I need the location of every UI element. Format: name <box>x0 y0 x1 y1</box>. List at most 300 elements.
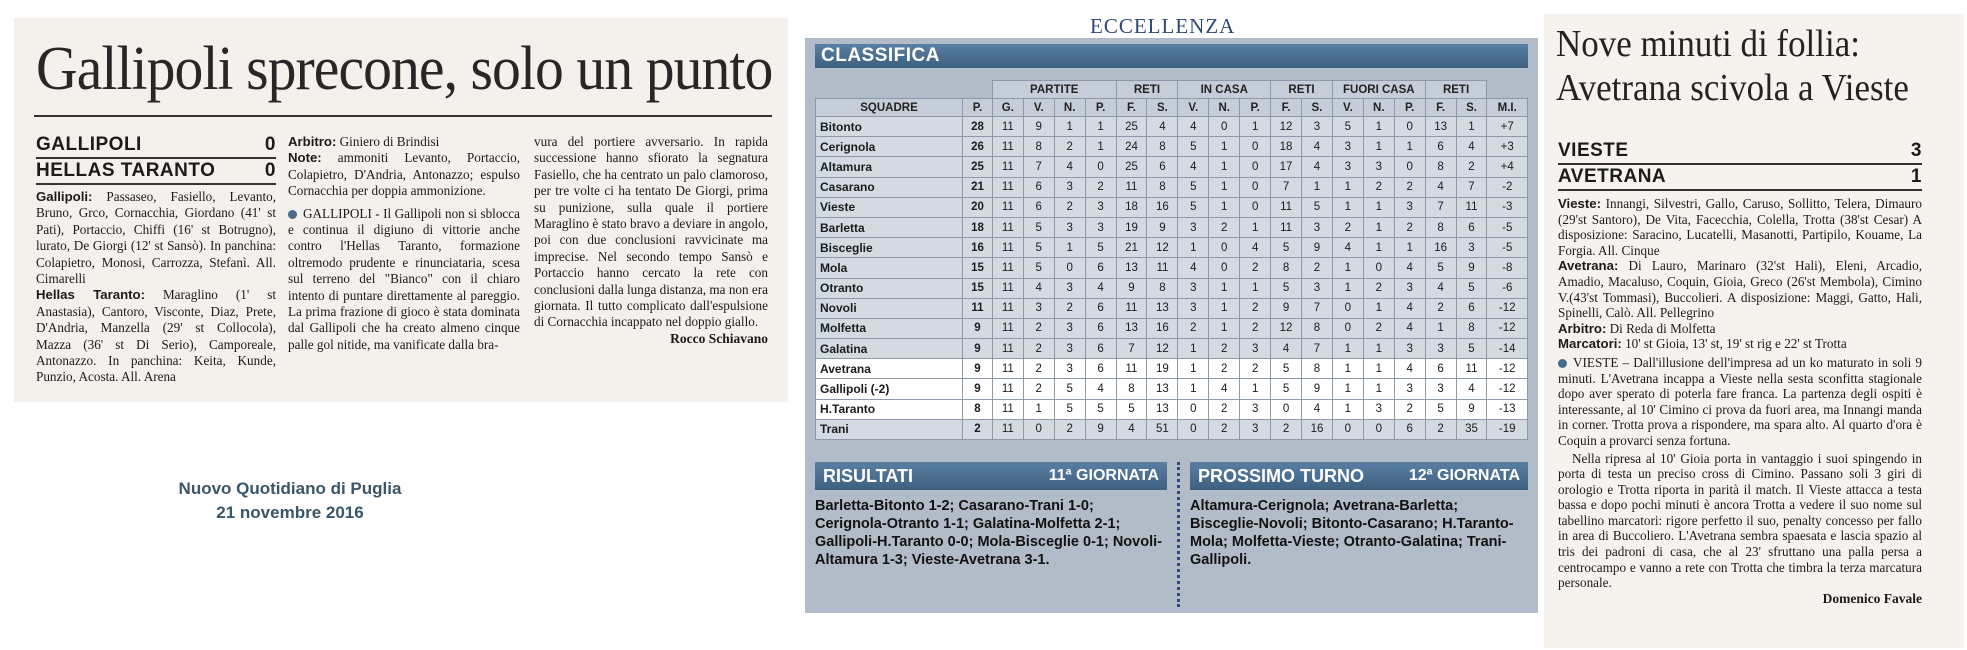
stat-cell: 1 <box>1178 359 1209 379</box>
group-header: FUORI CASA <box>1332 81 1425 99</box>
stat-cell: 3 <box>1363 157 1394 177</box>
stat-cell: 9 <box>1456 399 1487 419</box>
bullet-icon <box>1558 359 1567 368</box>
stat-cell: 1 <box>1363 238 1394 258</box>
right-home-team-name: VIESTE <box>1558 140 1629 161</box>
stat-cell: 11 <box>992 419 1023 439</box>
stat-cell: 17 <box>1271 157 1302 177</box>
home-team-name: GALLIPOLI <box>36 134 142 155</box>
column-header: S. <box>1456 99 1487 117</box>
stat-cell: 3 <box>1456 238 1487 258</box>
team-name-cell: Barletta <box>816 217 963 237</box>
column-header: S. <box>1302 99 1333 117</box>
stat-cell: 11 <box>992 318 1023 338</box>
stat-cell: 1 <box>1332 359 1363 379</box>
stat-cell: 3 <box>1394 339 1425 359</box>
results-header <box>815 462 1167 490</box>
stat-cell: 2 <box>1209 419 1240 439</box>
right-away-team-score: 1 <box>1910 166 1922 187</box>
stat-cell: 2 <box>1209 217 1240 237</box>
stat-cell: 5 <box>1425 258 1456 278</box>
stat-cell: 2 <box>1054 137 1085 157</box>
team-name-cell: Vieste <box>816 197 963 217</box>
group-header: RETI <box>1271 81 1333 99</box>
table-row <box>816 339 1528 359</box>
stat-cell: 16 <box>963 238 993 258</box>
stat-cell: 1 <box>1363 339 1394 359</box>
stat-cell: 8 <box>1425 157 1456 177</box>
notes-label: Note: <box>288 150 322 166</box>
classifica-header: CLASSIFICA <box>815 44 1528 68</box>
stat-cell: 2 <box>1209 399 1240 419</box>
column-header: P. <box>1394 99 1425 117</box>
stat-cell: -6 <box>1487 278 1528 298</box>
team-name-cell: Bisceglie <box>816 238 963 258</box>
right-scorers-text: 10' st Gioia, 13' st, 19' st rig e 22' st Trotta <box>1625 336 1847 352</box>
stat-cell: 1 <box>1332 197 1363 217</box>
stat-cell: 0 <box>1394 117 1425 137</box>
team-name-cell: Casarano <box>816 177 963 197</box>
stat-cell: 11 <box>992 399 1023 419</box>
stat-cell: 51 <box>1147 419 1178 439</box>
score-divider <box>36 157 276 159</box>
right-referee-line <box>1558 321 1922 337</box>
stat-cell: 11 <box>1456 359 1487 379</box>
dotted-divider <box>1177 462 1180 607</box>
stat-cell: 2 <box>1054 419 1085 439</box>
stat-cell: -19 <box>1487 419 1528 439</box>
stat-cell: 1 <box>1240 217 1271 237</box>
stat-cell: 13 <box>1425 117 1456 137</box>
column-header: P. <box>1240 99 1271 117</box>
stat-cell: 3 <box>1302 278 1333 298</box>
stat-cell: 4 <box>1116 419 1147 439</box>
column-header: S. <box>1147 99 1178 117</box>
next-round-header <box>1190 462 1528 490</box>
stat-cell: 0 <box>1363 419 1394 439</box>
home-team-score: 0 <box>264 134 276 155</box>
stat-cell: -14 <box>1487 339 1528 359</box>
stat-cell: 0 <box>1240 157 1271 177</box>
stat-cell: 5 <box>1085 238 1116 258</box>
column-header: M.I. <box>1487 99 1528 117</box>
group-header-blank <box>1487 81 1528 99</box>
right-author: Domenico Favale <box>1822 590 1922 606</box>
right-away-lineup-label: Avetrana: <box>1558 258 1619 274</box>
stat-cell: -2 <box>1487 177 1528 197</box>
stat-cell: 4 <box>1271 339 1302 359</box>
team-name-cell: Molfetta <box>816 318 963 338</box>
stat-cell: 0 <box>1209 258 1240 278</box>
table-row <box>816 359 1528 379</box>
stat-cell: 2 <box>1240 318 1271 338</box>
column-header: V. <box>1332 99 1363 117</box>
stat-cell: 2 <box>1054 197 1085 217</box>
table-row <box>816 379 1528 399</box>
stat-cell: 4 <box>1302 137 1333 157</box>
stat-cell: 1 <box>1394 238 1425 258</box>
stat-cell: 3 <box>1240 419 1271 439</box>
column-header: N. <box>1054 99 1085 117</box>
stat-cell: 26 <box>963 137 993 157</box>
stat-cell: 5 <box>1332 117 1363 137</box>
stat-cell: 0 <box>1394 157 1425 177</box>
stat-cell: 9 <box>1302 238 1333 258</box>
stat-cell: 1 <box>1240 117 1271 137</box>
stat-cell: 1 <box>1085 117 1116 137</box>
stat-cell: 16 <box>1147 197 1178 217</box>
away-team-row <box>36 160 276 182</box>
stat-cell: 3 <box>1178 217 1209 237</box>
column-header: SQUADRE <box>816 99 963 117</box>
home-team-row <box>36 134 276 156</box>
group-header: PARTITE <box>992 81 1116 99</box>
stat-cell: +3 <box>1487 137 1528 157</box>
right-body-paragraph-2: Nella ripresa al 10' Gioia porta in vantaggio i suoi spingendo in porta di testa un preciso cross di Cimino. Passano soli 3 giri di orologio e Trotta riporta in parità il match. Il Vieste attacca a testa bassa e dopo pochi minuti è ancora Trotta a vedere il suo nome sul tabellino marcatori: rigore perfetto il suo, penalty concesso per fallo in area di Buccoliero. L'Avetrana sembra spaesata e lascia spazio al tris dei padroni di casa, che al 23' sfruttano una palla persa a centrocampo e vanno a rete con Trotta che timbra la terza marcatura personale. <box>1558 450 1922 591</box>
stat-cell: 0 <box>1209 238 1240 258</box>
stat-cell: 3 <box>1425 379 1456 399</box>
stat-cell: 4 <box>1302 399 1333 419</box>
column-header: P. <box>963 99 993 117</box>
stat-cell: 0 <box>1178 419 1209 439</box>
next-round-title: PROSSIMO TURNO <box>1198 466 1365 486</box>
stat-cell: 11 <box>992 117 1023 137</box>
stat-cell: 3 <box>1085 197 1116 217</box>
right-article <box>1544 14 1964 648</box>
stat-cell: 4 <box>1456 137 1487 157</box>
table-row <box>816 399 1528 419</box>
source-caption <box>140 477 440 525</box>
stat-cell: 5 <box>1302 197 1333 217</box>
stat-cell: 0 <box>1240 197 1271 217</box>
column-header: F. <box>1271 99 1302 117</box>
stat-cell: 8 <box>1425 217 1456 237</box>
stat-cell: 11 <box>992 217 1023 237</box>
right-home-lineup-label: Vieste: <box>1558 196 1602 211</box>
stat-cell: 1 <box>1363 217 1394 237</box>
section-title: ECCELLENZA <box>1090 14 1236 38</box>
stat-cell: 21 <box>1116 238 1147 258</box>
stat-cell: 11 <box>992 379 1023 399</box>
stat-cell: 3 <box>1054 339 1085 359</box>
stat-cell: 7 <box>1456 177 1487 197</box>
team-name-cell: H.Taranto <box>816 399 963 419</box>
stat-cell: 21 <box>963 177 993 197</box>
stat-cell: 8 <box>963 399 993 419</box>
stat-cell: 5 <box>1054 379 1085 399</box>
stat-cell: 4 <box>1302 157 1333 177</box>
stat-cell: 1 <box>1023 399 1054 419</box>
stat-cell: 8 <box>1147 278 1178 298</box>
table-row <box>816 117 1528 137</box>
table-row <box>816 137 1528 157</box>
stat-cell: 11 <box>1147 258 1178 278</box>
stat-cell: 0 <box>1054 258 1085 278</box>
stat-cell: 2 <box>1425 419 1456 439</box>
stat-cell: 4 <box>1209 379 1240 399</box>
stat-cell: 3 <box>1240 339 1271 359</box>
stat-cell: 6 <box>1456 217 1487 237</box>
team-name-cell: Trani <box>816 419 963 439</box>
stat-cell: 1 <box>1178 379 1209 399</box>
table-row <box>816 197 1528 217</box>
stat-cell: 2 <box>963 419 993 439</box>
right-headline-line-2: Avetrana scivola a Vieste <box>1556 67 1909 109</box>
group-header: IN CASA <box>1178 81 1271 99</box>
stat-cell: 0 <box>1240 137 1271 157</box>
stat-cell: 1 <box>1054 238 1085 258</box>
stat-cell: 3 <box>1332 157 1363 177</box>
stat-cell: -12 <box>1487 298 1528 318</box>
stat-cell: 1 <box>1209 278 1240 298</box>
stat-cell: 2 <box>1054 298 1085 318</box>
stat-cell: 4 <box>1240 238 1271 258</box>
stat-cell: -13 <box>1487 399 1528 419</box>
stat-cell: 1 <box>1209 137 1240 157</box>
stat-cell: 2 <box>1240 359 1271 379</box>
team-name-cell: Avetrana <box>816 359 963 379</box>
column-header: V. <box>1023 99 1054 117</box>
stat-cell: 3 <box>1054 278 1085 298</box>
team-name-cell: Gallipoli (-2) <box>816 379 963 399</box>
next-round-text: Altamura-Cerignola; Avetrana-Barletta; Bisceglie-Novoli; Bitonto-Casarano; H.Taranto-Mola; Molfetta-Vieste; Otranto-Galatina; Trani-Gallipoli. <box>1190 498 1514 568</box>
team-name-cell: Galatina <box>816 339 963 359</box>
stat-cell: 8 <box>1116 379 1147 399</box>
stat-cell: 0 <box>1332 419 1363 439</box>
stat-cell: -3 <box>1487 197 1528 217</box>
notes-line <box>288 150 520 199</box>
stat-cell: 4 <box>1425 177 1456 197</box>
stat-cell: 6 <box>1085 318 1116 338</box>
stat-cell: 1 <box>1240 379 1271 399</box>
stat-cell: 2 <box>1023 359 1054 379</box>
stat-cell: 2 <box>1394 399 1425 419</box>
away-lineup-label: Hellas Taranto: <box>36 287 145 303</box>
stat-cell: 0 <box>1240 177 1271 197</box>
stat-cell: 18 <box>1116 197 1147 217</box>
stat-cell: 11 <box>1116 298 1147 318</box>
stat-cell: 3 <box>1178 298 1209 318</box>
stat-cell: 12 <box>1271 117 1302 137</box>
stat-cell: -12 <box>1487 318 1528 338</box>
team-name-cell: Novoli <box>816 298 963 318</box>
right-away-lineup-text: Di Lauro, Marinaro (32'st Hali), Eleni, Arcadio, Amadio, Macaluso, Coquin, Gioia, Greco (26'st Membola), Cimino V.(43'st Tommasi), Buccolieri. A disposizione: Maggi, Gatto, Hali, Spinelli, Calò. All. Pellegrino <box>1558 258 1922 321</box>
right-home-team-row <box>1558 140 1922 162</box>
home-lineup-label: Gallipoli: <box>36 189 93 204</box>
table-row <box>816 258 1528 278</box>
stat-cell: 4 <box>1023 278 1054 298</box>
stat-cell: 4 <box>1178 258 1209 278</box>
stat-cell: 1 <box>1054 117 1085 137</box>
table-row <box>816 278 1528 298</box>
stat-cell: 12 <box>1147 238 1178 258</box>
results-text: Barletta-Bitonto 1-2; Casarano-Trani 1-0; Cerignola-Otranto 1-1; Galatina-Molfetta 2-1; Gallipoli-H.Taranto 0-0; Mola-Bisceglie 0-1; Novoli-Altamura 1-3; Vieste-Avetrana 3-1. <box>815 498 1162 568</box>
stat-cell: 11 <box>992 359 1023 379</box>
stat-cell: 3 <box>1054 217 1085 237</box>
stat-cell: 2 <box>1363 278 1394 298</box>
stat-cell: 8 <box>1147 137 1178 157</box>
stat-cell: 11 <box>992 278 1023 298</box>
stat-cell: 25 <box>1116 157 1147 177</box>
stat-cell: 13 <box>1147 379 1178 399</box>
left-column-3 <box>534 134 768 347</box>
stat-cell: 1 <box>1332 399 1363 419</box>
stat-cell: 20 <box>963 197 993 217</box>
stat-cell: 6 <box>1085 359 1116 379</box>
referee-label: Arbitro: <box>288 134 337 149</box>
right-scorers-label: Marcatori: <box>1558 336 1622 352</box>
stat-cell: 6 <box>1085 298 1116 318</box>
stat-cell: 11 <box>992 197 1023 217</box>
stat-cell: 25 <box>1116 117 1147 137</box>
stat-cell: 6 <box>1147 157 1178 177</box>
stat-cell: 3 <box>1425 339 1456 359</box>
table-row <box>816 419 1528 439</box>
column-header: F. <box>1116 99 1147 117</box>
stat-cell: 2 <box>1240 258 1271 278</box>
team-name-cell: Mola <box>816 258 963 278</box>
column-header: N. <box>1363 99 1394 117</box>
stat-cell: +7 <box>1487 117 1528 137</box>
stat-cell: 6 <box>1023 197 1054 217</box>
stat-cell: 8 <box>1302 318 1333 338</box>
stat-cell: 5 <box>1023 238 1054 258</box>
away-team-score: 0 <box>264 160 276 181</box>
team-name-cell: Bitonto <box>816 117 963 137</box>
stat-cell: 0 <box>1332 318 1363 338</box>
stat-cell: 5 <box>1271 278 1302 298</box>
right-referee-name: Di Reda di Molfetta <box>1609 320 1716 336</box>
referee-name: Giniero di Brindisi <box>339 134 440 149</box>
standings-panel <box>805 38 1538 613</box>
group-header-blank <box>963 81 993 99</box>
stat-cell: 4 <box>1394 318 1425 338</box>
stat-cell: 15 <box>963 278 993 298</box>
stat-cell: -5 <box>1487 238 1528 258</box>
stat-cell: 3 <box>1178 278 1209 298</box>
right-home-lineup <box>1558 196 1922 258</box>
stat-cell: 1 <box>1425 318 1456 338</box>
stat-cell: 13 <box>1116 258 1147 278</box>
home-lineup-text: Passaseo, Fasiello, Levanto, Bruno, Grco, Cornacchia, Giordano (41' st Pati), Portaccio, Chiffi (16' st Botrugno), lurato, De Giorgi (12' st Sansò). In panchina: Colapietro, Monosi, Carrozza, Stefanì. All. Cimarelli <box>36 189 277 287</box>
stat-cell: 1 <box>1332 379 1363 399</box>
stat-cell: 1 <box>1240 278 1271 298</box>
group-header-blank <box>816 81 963 99</box>
stat-cell: 5 <box>1271 359 1302 379</box>
results-round: 11ª GIORNATA <box>1048 467 1159 484</box>
stat-cell: 4 <box>1394 298 1425 318</box>
stat-cell: 1 <box>1209 177 1240 197</box>
stat-cell: 4 <box>1178 157 1209 177</box>
stat-cell: 11 <box>992 238 1023 258</box>
standings-body <box>816 117 1528 440</box>
team-name-cell: Cerignola <box>816 137 963 157</box>
team-name-cell: Altamura <box>816 157 963 177</box>
stat-cell: 2 <box>1363 318 1394 338</box>
stat-cell: 5 <box>1425 399 1456 419</box>
stat-cell: 1 <box>1363 137 1394 157</box>
stat-cell: 7 <box>1302 339 1333 359</box>
stat-cell: 2 <box>1302 258 1333 278</box>
stat-cell: 9 <box>963 359 993 379</box>
stat-cell: 11 <box>963 298 993 318</box>
group-header-row <box>816 81 1528 99</box>
stat-cell: 2 <box>1085 177 1116 197</box>
stat-cell: 24 <box>1116 137 1147 157</box>
caption-newspaper: Nuovo Quotidiano di Puglia <box>178 479 402 498</box>
stat-cell: 9 <box>1302 379 1333 399</box>
table-row <box>816 177 1528 197</box>
stat-cell: 1 <box>1332 339 1363 359</box>
stat-cell: 19 <box>1147 359 1178 379</box>
stat-cell: 6 <box>1425 137 1456 157</box>
right-home-lineup-text: Innangi, Silvestri, Gallo, Caruso, Sollitto, Telera, Dimauro (29'st Santoro), De Vita, Facecchia, Colella, Trotta (38'st Cesar) A disposizione: Saracino, Lucatelli, Masanotti, Partipilo, Kouame, La Forgia. All. Cinque <box>1558 196 1923 258</box>
right-headline <box>1556 22 1924 110</box>
stat-cell: 6 <box>1085 339 1116 359</box>
stat-cell: 5 <box>1456 339 1487 359</box>
stat-cell: 5 <box>1054 399 1085 419</box>
stat-cell: 11 <box>992 157 1023 177</box>
stat-cell: 5 <box>1178 137 1209 157</box>
left-article <box>14 18 788 402</box>
stat-cell: 9 <box>963 318 993 338</box>
stat-cell: 9 <box>1147 217 1178 237</box>
table-row <box>816 157 1528 177</box>
right-referee-label: Arbitro: <box>1558 320 1607 336</box>
left-headline: Gallipoli sprecone, solo un punto <box>36 35 773 103</box>
stat-cell: 1 <box>1394 137 1425 157</box>
stat-cell: 18 <box>1271 137 1302 157</box>
stat-cell: 9 <box>1271 298 1302 318</box>
stat-cell: 9 <box>1116 278 1147 298</box>
caption-date: 21 novembre 2016 <box>216 503 364 522</box>
stat-cell: 2 <box>1023 379 1054 399</box>
stat-cell: 12 <box>1147 339 1178 359</box>
stat-cell: 1 <box>1209 298 1240 318</box>
stat-cell: 3 <box>1054 318 1085 338</box>
right-body-paragraph-1 <box>1558 355 1922 449</box>
stat-cell: 3 <box>1394 278 1425 298</box>
stat-cell: 11 <box>1271 197 1302 217</box>
stat-cell: 12 <box>1271 318 1302 338</box>
stat-cell: 5 <box>1271 379 1302 399</box>
stat-cell: 1 <box>1085 137 1116 157</box>
stat-cell: 15 <box>963 258 993 278</box>
stat-cell: 2 <box>1023 318 1054 338</box>
stat-cell: 1 <box>1332 258 1363 278</box>
stat-cell: 2 <box>1209 359 1240 379</box>
stat-cell: 2 <box>1240 298 1271 318</box>
score-divider-bottom <box>36 183 276 185</box>
stat-cell: 3 <box>1332 137 1363 157</box>
stat-cell: 8 <box>1147 177 1178 197</box>
stat-cell: 3 <box>1085 217 1116 237</box>
stat-cell: 1 <box>1302 177 1333 197</box>
stat-cell: 5 <box>1023 217 1054 237</box>
body-paragraph-1 <box>288 206 520 354</box>
stat-cell: 1 <box>1456 117 1487 137</box>
stat-cell: 4 <box>1394 359 1425 379</box>
stat-cell: 6 <box>1394 419 1425 439</box>
stat-cell: 0 <box>1363 258 1394 278</box>
stat-cell: 5 <box>1178 197 1209 217</box>
stat-cell: 4 <box>1085 379 1116 399</box>
away-team-name: HELLAS TARANTO <box>36 160 216 181</box>
stat-cell: 4 <box>1085 278 1116 298</box>
column-header: V. <box>1178 99 1209 117</box>
table-row <box>816 238 1528 258</box>
stat-cell: 9 <box>963 339 993 359</box>
